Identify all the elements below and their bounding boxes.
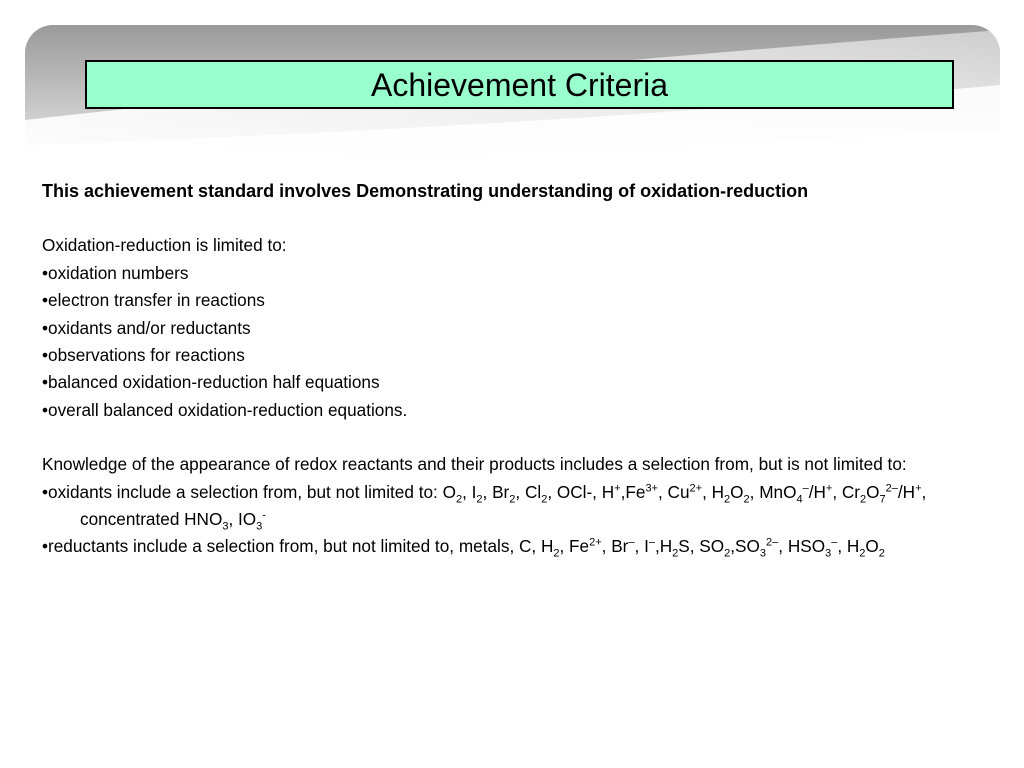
slide-title: Achievement Criteria xyxy=(371,66,668,103)
lead-statement: This achievement standard involves Demonstrating understanding of oxidation-reduction xyxy=(42,181,809,201)
bullet-item: •oxidants and/or reductants xyxy=(42,317,251,338)
limited-intro: Oxidation-reduction is limited to: xyxy=(42,235,287,256)
bullet-item: •overall balanced oxidation-reduction equations. xyxy=(42,399,408,420)
oxidants-list: •oxidants include a selection from, but not limited to: $O_2$, $I_2$, $Br_2$, $Cl_2$, OCl-, $H^+,Fe^{3+}$, $Cu^{2+}$, $H_2O_2$, MnO$_4$–/H+, $Cr_2O_7^{2-}/H^+$, concentrated $HNO_3$, $IO_3^-$ xyxy=(42,481,927,533)
title-box xyxy=(85,60,954,109)
knowledge-paragraph: Knowledge of the appearance of redox reactants and their products includes a selection from, but is not limited to: xyxy=(42,454,907,475)
slide-body xyxy=(42,178,1002,561)
bullet-item: •observations for reactions xyxy=(42,345,245,366)
reductants-list: •reductants include a selection from, but not limited to, metals, C, $H_2$, $Fe^{2+}$, Br–, $I^-,H_2S$, $SO_2,SO_3^{2-}$, $HSO_3^-$, $H_2O_2$ xyxy=(42,536,885,560)
bullet-item: •electron transfer in reactions xyxy=(42,290,265,311)
bullet-item: •oxidation numbers xyxy=(42,262,189,283)
bullet-item: •balanced oxidation-reduction half equations xyxy=(42,372,380,393)
spacer xyxy=(42,424,1002,451)
